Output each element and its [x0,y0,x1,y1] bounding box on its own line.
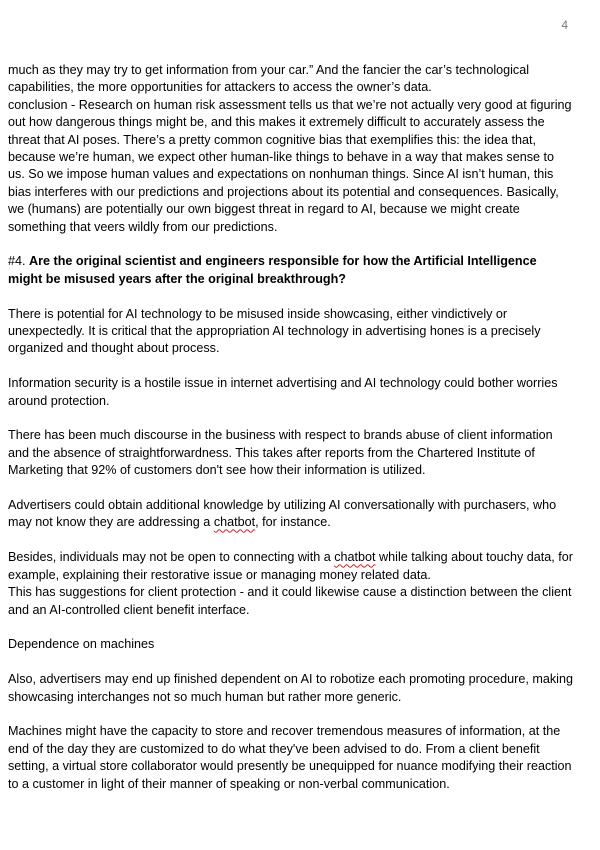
paragraph-conversational-ai [8,497,574,532]
document-body [8,62,574,810]
paragraph-conversational-ai-text: Advertisers could obtain additional knowledge by utilizing AI conversationally with purchasers, who may not know they are addressing a [8,498,557,530]
question-4-text: Are the original scientist and engineers responsible for how the Artificial Intelligence might be misused years after the original breakthrough? [8,254,537,286]
paragraph-conversational-ai-end: , for instance. [255,515,331,530]
paragraph-touchy-data-end: while talking about touchy data, for example, explaining their restorative issue or managing money related data. [8,550,573,582]
paragraph-information-security: Information security is a hostile issue in internet advertising and AI technology could bother worries around protection. [8,376,558,408]
question-4-heading [8,253,574,288]
paragraph-misuse: There is potential for AI technology to be misused inside showcasing, either vindictively or unexpectedly. It is critical that the appropriation AI technology in advertising hones is a precisely organized and thought about process. [8,306,541,356]
paragraph-conclusion: conclusion - Research on human risk assessment tells us that we’re not actually very good at figuring out how dangerous things might be, and this makes it extremely difficult to accurately assess the threat that AI poses. There’s a pretty common cognitive bias that exemplifies this: the idea that, because we’re human, we expect other human-like things to behave in a way that makes sense to us. So we impose human values and expectations on nonhuman things. Since AI isn’t human, this bias interferes with our predictions and projections about its potential and consequences. Basically, we (humans) are potentially our own biggest threat in regard to AI, because we might create something that veers wildly from our predictions. [8,97,572,234]
question-4-number: #4. [8,254,30,269]
paragraph-machines: Machines might have the capacity to store and recover tremendous measures of information, at the end of the day they are customized to do what they've been advised to do. From a client benefit setting, a virtual store collaborator would presently be unequipped for nuance modifying their reaction to a customer in light of their manner of speaking or non-verbal communication. [8,724,572,791]
paragraph-dependence: Also, advertisers may end up finished dependent on AI to robotize each promoting procedure, making showcasing interchanges not so much human but rather more generic. [8,672,573,704]
paragraph-client-information: There has been much discourse in the business with respect to brands abuse of client information and the absence of straightforwardness. This takes after reports from the Chartered Institute of Marketing that 92% of customers don't see how their information is utilized. [8,428,553,478]
spellcheck-word-chatbot: chatbot [334,550,376,565]
section-heading-dependence: Dependence on machines [8,637,155,652]
paragraph-touchy-data-text: Besides, individuals may not be open to connecting with a [8,550,335,565]
paragraph-touchy-data [8,549,574,584]
page-number: 4 [561,18,568,32]
paragraph-car-data: much as they may try to get information from your car.” And the fancier the car’s technological capabilities, the more opportunities for attackers to access the owner’s data. [8,63,530,95]
paragraph-client-protection: This has suggestions for client protection - and it could likewise cause a distinction between the client and an AI-controlled client benefit interface. [8,585,572,617]
spellcheck-word-chatbot: chatbot [213,515,256,530]
